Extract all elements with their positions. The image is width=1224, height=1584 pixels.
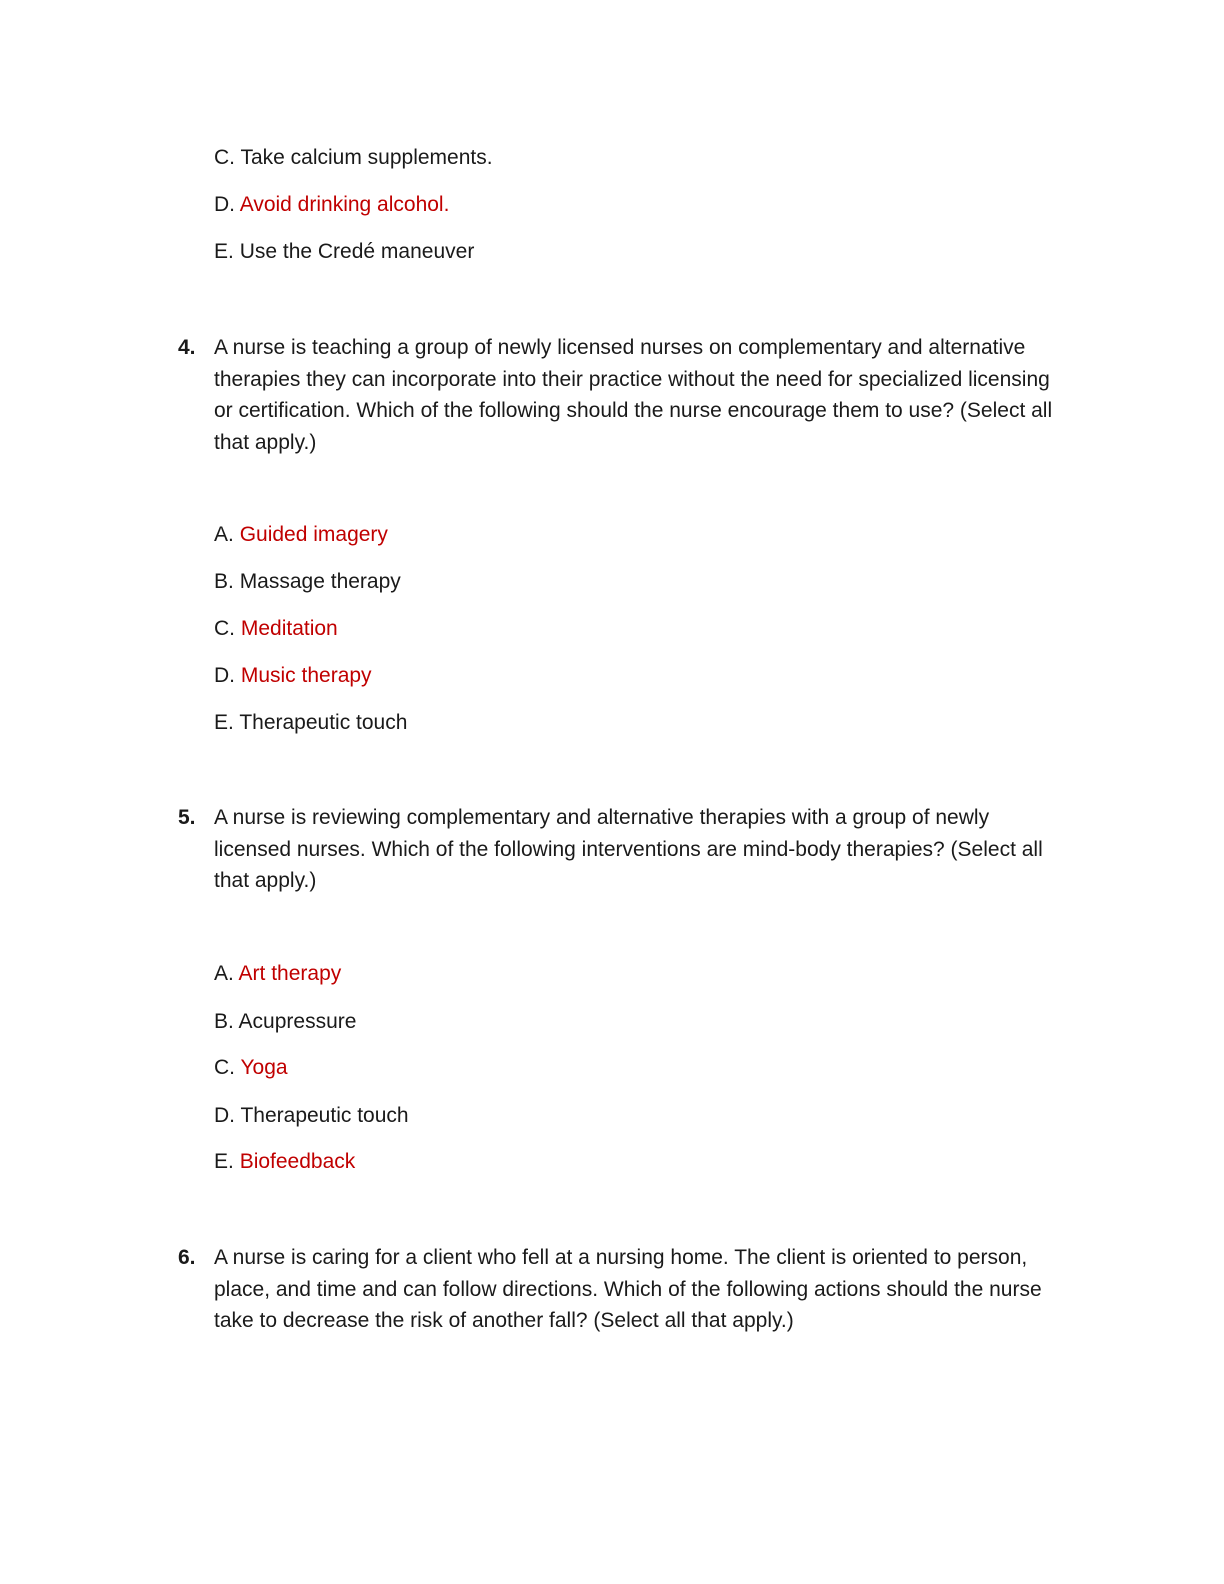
option-item bbox=[214, 240, 474, 264]
option-item bbox=[214, 193, 449, 217]
question-number: 4. bbox=[178, 336, 196, 359]
question-text: A nurse is caring for a client who fell at a nursing home. The client is oriented to person, place, and time and can follow directions. Which of the following actions should the nurse take to decrease the risk of another fall? (Select all that apply.) bbox=[214, 1246, 1042, 1332]
option-letter: D. bbox=[214, 664, 235, 687]
option-text: Take calcium supplements. bbox=[240, 146, 493, 169]
option-letter: D. bbox=[214, 1104, 235, 1127]
option-letter: C. bbox=[214, 146, 235, 169]
option-text: Therapeutic touch bbox=[239, 711, 408, 734]
option-text: Acupressure bbox=[238, 1010, 357, 1033]
option-text: Use the Credé maneuver bbox=[239, 240, 475, 263]
option-item bbox=[214, 523, 388, 547]
question-text: A nurse is reviewing complementary and alternative therapies with a group of newly licensed nurses. Which of the following interventions are mind-body therapies? (Select all that apply.) bbox=[214, 806, 1043, 892]
option-text: Therapeutic touch bbox=[240, 1104, 409, 1127]
question-number: 5. bbox=[178, 806, 196, 829]
option-item bbox=[214, 570, 401, 594]
option-text-correct: Meditation bbox=[240, 617, 338, 640]
option-item bbox=[214, 1056, 288, 1080]
option-text-correct: Yoga bbox=[240, 1056, 288, 1079]
question-4 bbox=[178, 332, 1078, 458]
option-item bbox=[214, 962, 341, 986]
option-text-correct: Avoid drinking alcohol. bbox=[239, 193, 450, 216]
option-letter: D. bbox=[214, 193, 235, 216]
option-text-correct: Guided imagery bbox=[239, 523, 388, 546]
option-letter: C. bbox=[214, 617, 235, 640]
option-item bbox=[214, 1010, 356, 1034]
question-number: 6. bbox=[178, 1246, 196, 1269]
option-letter: C. bbox=[214, 1056, 235, 1079]
question-6 bbox=[178, 1242, 1078, 1337]
option-item bbox=[214, 1150, 355, 1174]
option-item bbox=[214, 711, 407, 735]
option-letter: E. bbox=[214, 240, 234, 263]
option-text-correct: Biofeedback bbox=[239, 1150, 356, 1173]
option-item bbox=[214, 1104, 409, 1128]
option-text: Massage therapy bbox=[239, 570, 401, 593]
option-text-correct: Music therapy bbox=[240, 664, 372, 687]
option-letter: A. bbox=[214, 523, 234, 546]
question-5 bbox=[178, 802, 1078, 897]
question-text: A nurse is teaching a group of newly licensed nurses on complementary and alternative therapies they can incorporate into their practice without the need for specialized licensing or certification. Which of the following should the nurse encourage them to use? (Select all that apply.) bbox=[214, 336, 1053, 454]
option-text-correct: Art therapy bbox=[238, 962, 342, 985]
option-letter: E. bbox=[214, 711, 234, 734]
option-item bbox=[214, 146, 493, 170]
option-letter: E. bbox=[214, 1150, 234, 1173]
option-item bbox=[214, 664, 372, 688]
option-letter: B. bbox=[214, 570, 234, 593]
option-letter: A. bbox=[214, 962, 234, 985]
option-item bbox=[214, 617, 338, 641]
option-letter: B. bbox=[214, 1010, 234, 1033]
